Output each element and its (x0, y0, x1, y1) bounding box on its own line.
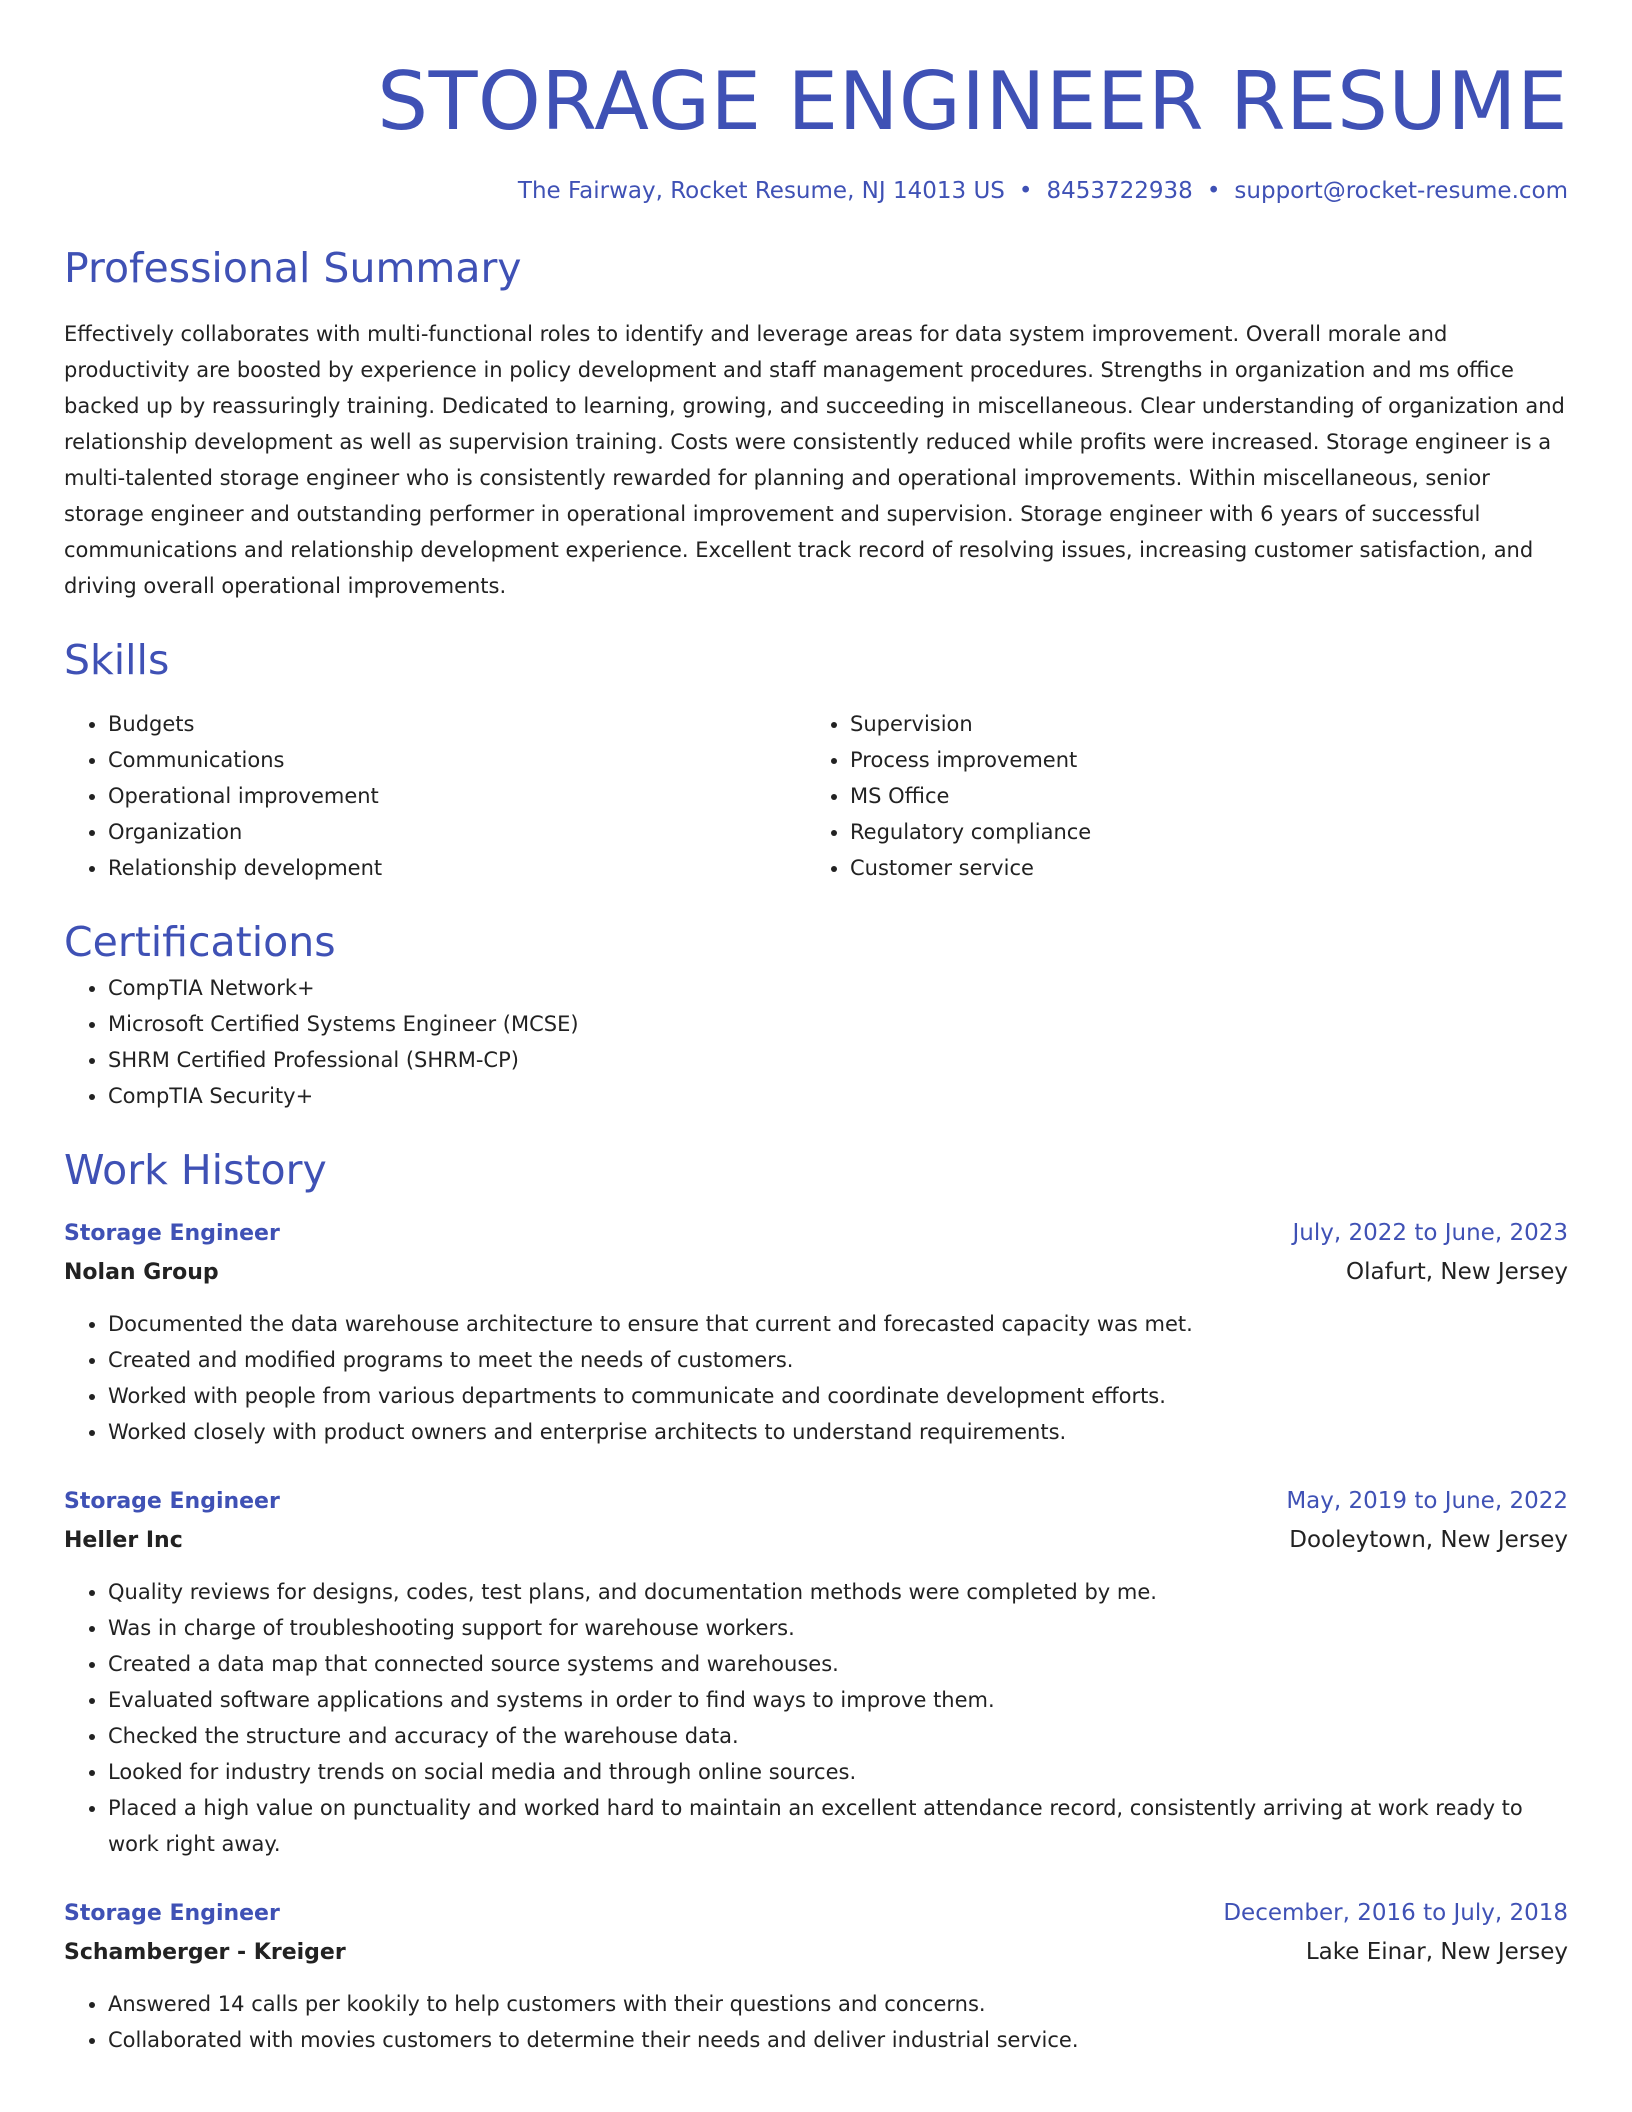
skill-item: • Communications (108, 742, 806, 778)
skill-item: • Regulatory compliance (850, 814, 1548, 850)
skill-item: • Relationship development (108, 850, 806, 886)
contact-phone: 8453722938 (1046, 178, 1193, 204)
job-location: Olafurt, New Jersey (1346, 1259, 1568, 1285)
job-bullet: • Worked closely with product owners and enterprise architects to understand requirements. (108, 1414, 1568, 1450)
certification-item: • SHRM Certified Professional (SHRM-CP) (108, 1042, 1568, 1078)
certifications-heading: Certifications (64, 918, 336, 966)
contact-separator: • (1206, 178, 1221, 204)
skills-list-right (806, 706, 1548, 886)
job-bullet: • Created and modified programs to meet the needs of customers. (108, 1342, 1568, 1378)
job-entry (64, 1894, 1568, 2058)
job-entry (64, 1482, 1568, 1862)
skill-item: • Budgets (108, 706, 806, 742)
job-bullet: • Worked with people from various departments to communicate and coordinate development efforts. (108, 1378, 1568, 1414)
skill-item: • MS Office (850, 778, 1548, 814)
job-title-row (64, 1214, 1568, 1253)
job-bullet: • Looked for industry trends on social media and through online sources. (108, 1754, 1568, 1790)
summary-text: Effectively collaborates with multi-functional roles to identify and leverage areas for data system improvement. Overall morale and productivity are boosted by experience in policy development and staff management procedures. Strengths in organization and ms office backed up by reassuringly training. Dedicated to learning, growing, and succeeding in miscellaneous. Clear understanding of organization and relationship development as well as supervision training. Costs were consistently reduced while profits were increased. Storage engineer is a multi-talented storage engineer who is consistently rewarded for planning and operational improvements. Within miscellaneous, senior storage engineer and outstanding performer in operational improvement and supervision. Storage engineer with 6 years of successful communications and relationship development experience. Excellent track record of resolving issues, increasing customer satisfaction, and driving overall operational improvements. (64, 322, 1565, 598)
skill-item: • Operational improvement (108, 778, 806, 814)
job-title: Storage Engineer (64, 1489, 280, 1514)
job-bullets (64, 1306, 1568, 1450)
job-dates: May, 2019 to June, 2022 (1286, 1488, 1568, 1514)
skills-heading: Skills (64, 636, 170, 684)
certification-item: • CompTIA Network+ (108, 970, 1568, 1006)
contact-email[interactable]: support@rocket-resume.com (1234, 178, 1568, 204)
job-dates: December, 2016 to July, 2018 (1223, 1900, 1568, 1926)
job-bullet: • Collaborated with movies customers to determine their needs and deliver industrial service. (108, 2022, 1568, 2058)
skills-list-left (64, 706, 806, 886)
job-bullet: • Evaluated software applications and systems in order to find ways to improve them. (108, 1682, 1568, 1718)
job-bullet: • Was in charge of troubleshooting support for warehouse workers. (108, 1610, 1568, 1646)
contact-line (64, 174, 1568, 208)
job-location: Lake Einar, New Jersey (1305, 1939, 1568, 1965)
job-entry (64, 1214, 1568, 1450)
resume-title: STORAGE ENGINEER RESUME (377, 55, 1568, 148)
certification-item: • Microsoft Certified Systems Engineer (MCSE) (108, 1006, 1568, 1042)
job-bullets (64, 1986, 1568, 2058)
job-company-row (64, 1521, 1568, 1560)
job-title-row (64, 1894, 1568, 1933)
job-bullet: • Placed a high value on punctuality and worked hard to maintain an excellent attendance record, consistently arriving at work ready to work right away. (108, 1790, 1568, 1862)
job-company-row (64, 1253, 1568, 1292)
job-title-row (64, 1482, 1568, 1521)
job-company: Heller Inc (64, 1528, 183, 1553)
contact-address: The Fairway, Rocket Resume, NJ 14013 US (517, 178, 1005, 204)
skills-column-left (64, 706, 806, 886)
job-title: Storage Engineer (64, 1901, 280, 1926)
certifications-list (64, 970, 1568, 1114)
skills-column-right (806, 706, 1548, 886)
certification-item: • CompTIA Security+ (108, 1078, 1568, 1114)
job-bullet: • Checked the structure and accuracy of the warehouse data. (108, 1718, 1568, 1754)
skill-item: • Organization (108, 814, 806, 850)
skills-grid (64, 706, 1568, 886)
skill-item: • Customer service (850, 850, 1548, 886)
job-bullet: • Documented the data warehouse architecture to ensure that current and forecasted capacity was met. (108, 1306, 1568, 1342)
job-company-row (64, 1933, 1568, 1972)
summary-heading: Professional Summary (64, 244, 522, 292)
job-company: Schamberger - Kreiger (64, 1940, 346, 1965)
job-bullet: • Answered 14 calls per kookily to help customers with their questions and concerns. (108, 1986, 1568, 2022)
skill-item: • Process improvement (850, 742, 1548, 778)
job-bullets (64, 1574, 1568, 1862)
job-title: Storage Engineer (64, 1221, 280, 1246)
job-dates: July, 2022 to June, 2023 (1292, 1220, 1568, 1246)
resume-header (64, 50, 1568, 208)
contact-separator: • (1018, 178, 1033, 204)
skill-item: • Supervision (850, 706, 1548, 742)
job-company: Nolan Group (64, 1260, 219, 1285)
job-bullet: • Created a data map that connected source systems and warehouses. (108, 1646, 1568, 1682)
job-bullet: • Quality reviews for designs, codes, test plans, and documentation methods were completed by me. (108, 1574, 1568, 1610)
job-location: Dooleytown, New Jersey (1289, 1527, 1568, 1553)
work-history-heading: Work History (64, 1146, 327, 1194)
